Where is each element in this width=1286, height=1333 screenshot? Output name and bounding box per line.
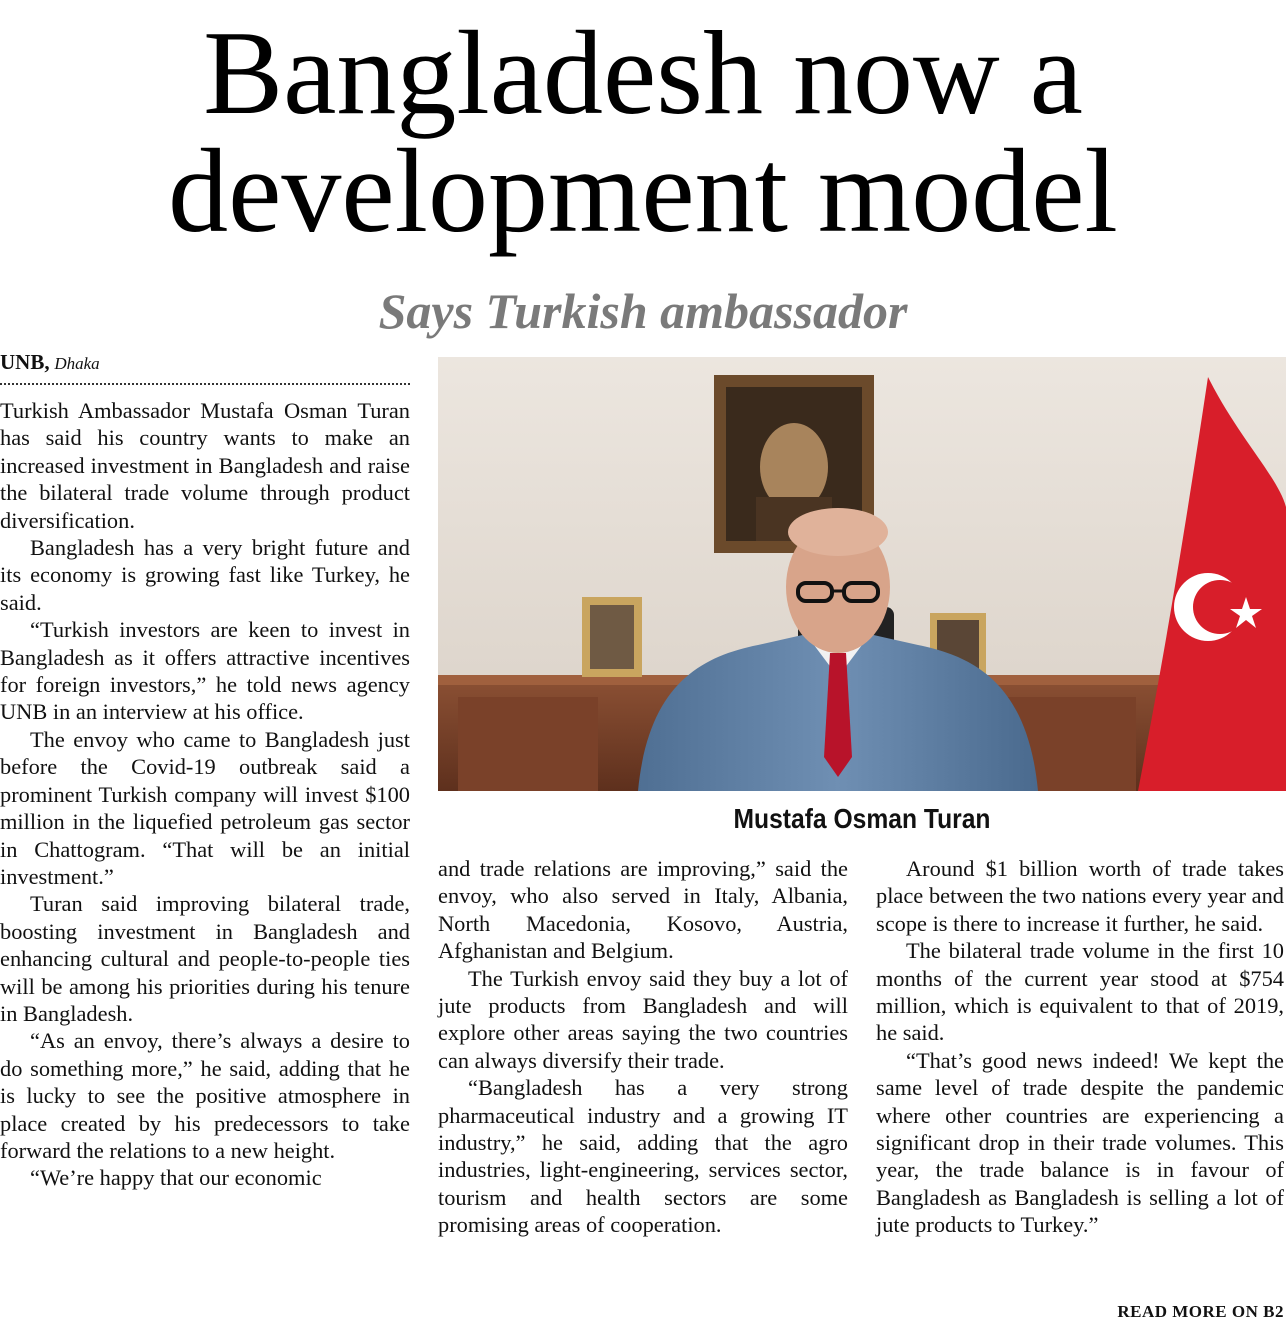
paragraph: The Turkish envoy said they buy a lot of jute products from Bangladesh and will explore other areas saying the two countries can always diversify their trade. [438, 965, 848, 1073]
byline-location: Dhaka [54, 354, 100, 373]
paragraph: and trade relations are improving,” said the envoy, who also served in Italy, Albania, North Macedonia, Kosovo, Austria, Afghanistan and Belgium. [438, 856, 848, 964]
article-column-3 [876, 855, 1284, 1239]
paragraph: “That’s good news indeed! We kept the same level of trade despite the pandemic where other countries are experiencing a significant drop in their trade volumes. This year, the trade balance is in favour of Bangladesh as Bangladesh is selling a lot of jute products to Turkey.” [876, 1047, 1284, 1238]
subheadline: Says Turkish ambassador [378, 283, 908, 339]
paragraph: The bilateral trade volume in the first 10 months of the current year stood at $754 million, which is equivalent to that of 2019, he said. [876, 938, 1284, 1046]
byline [0, 350, 410, 385]
headline-line-1: Bangladesh now a [203, 6, 1083, 139]
paragraph: Around $1 billion worth of trade takes place between the two nations every year and scope is there to increase it further, he said. [876, 856, 1284, 936]
paragraph: The envoy who came to Bangladesh just before the Covid-19 outbreak said a prominent Turkish company will invest $100 million in the liquefied petroleum gas sector in Chattogram. “That will be an initial investment.” [0, 726, 410, 889]
paragraph: “Bangladesh has a very strong pharmaceutical industry and a growing IT industry,” he said, adding that the agro industries, light-engineering, services sector, tourism and health sectors are some promising areas of cooperation. [438, 1075, 848, 1238]
headline-line-2: development model [168, 124, 1118, 257]
headline [0, 6, 1286, 257]
photo-caption: Mustafa Osman Turan [733, 803, 991, 834]
read-more-link[interactable]: READ MORE ON B2 [1117, 1302, 1284, 1321]
ambassador-photo [438, 357, 1286, 791]
paragraph: “We’re happy that our economic [30, 1165, 322, 1191]
paragraph: Turkish Ambassador Mustafa Osman Turan has said his country wants to make an increased investment in Bangladesh and raise the bilateral trade volume through product diversification. [0, 398, 410, 533]
portrait-photo-illustration [438, 357, 1286, 791]
paragraph: “Turkish investors are keen to invest in Bangladesh as it offers attractive incentives for foreign investors,” he told news agency UNB in an interview at his office. [0, 617, 410, 725]
byline-agency: UNB, [0, 350, 50, 374]
paragraph: Bangladesh has a very bright future and its economy is growing fast like Turkey, he said. [0, 535, 410, 615]
article-column-2 [438, 855, 848, 1239]
paragraph: “As an envoy, there’s always a desire to do something more,” he said, adding that he is lucky to see the positive atmosphere in place created by his predecessors to take forward the relations to a new height. [0, 1028, 410, 1163]
article-column-1 [0, 397, 410, 1192]
paragraph: Turan said improving bilateral trade, boosting investment in Bangladesh and enhancing cultural and people-to-people ties will be among his priorities during his tenure in Bangladesh. [0, 891, 410, 1026]
